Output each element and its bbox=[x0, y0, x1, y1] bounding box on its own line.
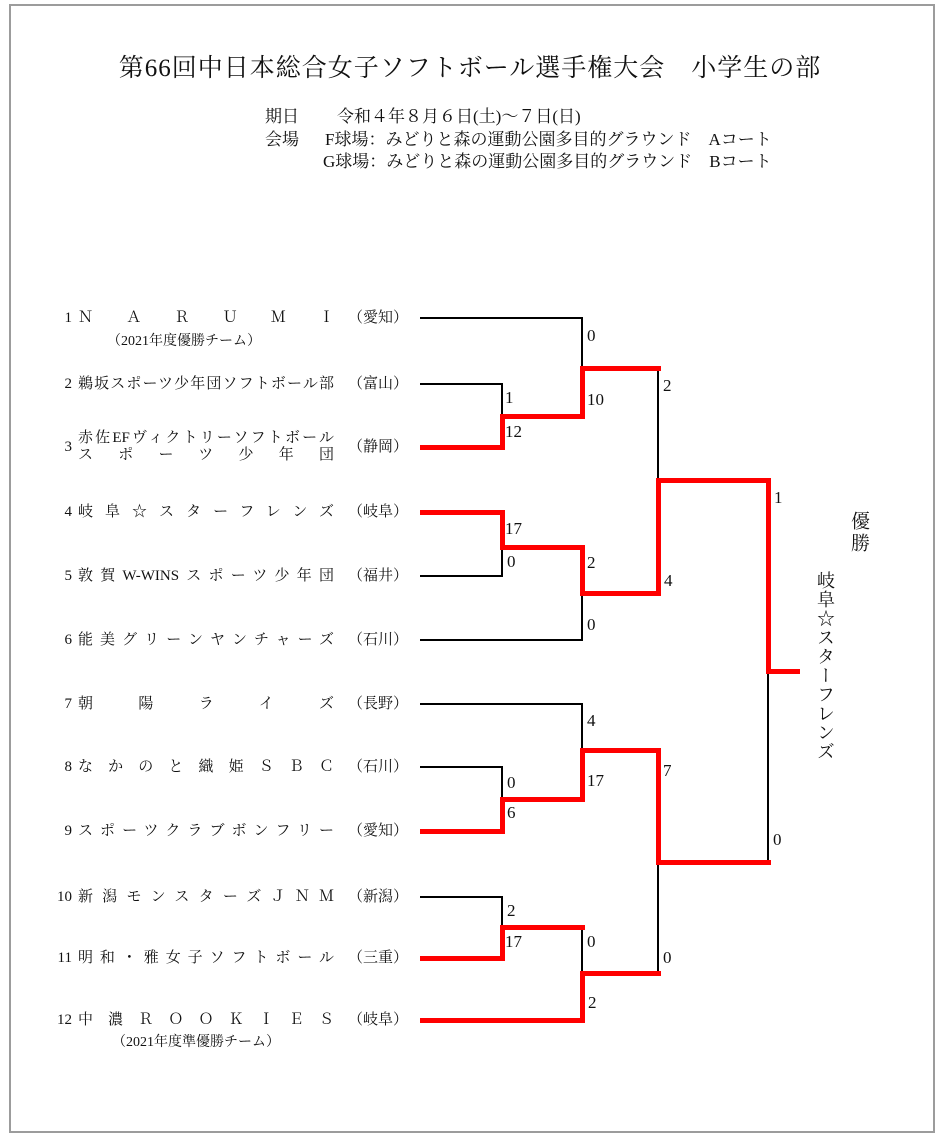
score-r1m2-top: 17 bbox=[505, 519, 522, 538]
team-prefecture: （岐阜） bbox=[348, 503, 409, 520]
winner-path-line bbox=[500, 797, 505, 834]
team-row-5 bbox=[50, 566, 408, 586]
score-final-top: 1 bbox=[774, 488, 783, 507]
team-prefecture: （石川） bbox=[348, 758, 409, 775]
team-name: 明和・雅女子ソフトボール bbox=[78, 949, 334, 966]
winner-path-line bbox=[580, 971, 661, 976]
team-row-7 bbox=[50, 694, 408, 714]
winner-path-line bbox=[500, 797, 585, 802]
team-seed: 2 bbox=[64, 375, 72, 392]
team-name: 朝陽ライズ bbox=[78, 695, 334, 712]
score-r1m1-bottom: 12 bbox=[505, 422, 522, 441]
winner-path-line bbox=[580, 366, 585, 419]
team-prefecture: （愛知） bbox=[348, 309, 409, 326]
team-seed: 4 bbox=[64, 503, 72, 520]
venue-line-f: F球場：みどりと森の運動公園多目的グラウンド Aコート bbox=[325, 130, 772, 149]
team-name-line1: 赤佐EFヴィクトリーソフトボール bbox=[78, 430, 334, 446]
bracket-line bbox=[420, 766, 503, 768]
team-prefecture: （新潟） bbox=[348, 888, 409, 905]
score-qf1-bottom: 10 bbox=[587, 390, 604, 409]
bracket-line bbox=[420, 639, 583, 641]
score-sf1-bottom: 4 bbox=[664, 571, 673, 590]
score-qf2-top: 2 bbox=[587, 553, 596, 572]
winner-path-line bbox=[500, 414, 585, 419]
team-name-line2: スポーツ少年団 bbox=[78, 447, 334, 463]
team-name: 鵜坂スポーツ少年団ソフトボール部 bbox=[78, 375, 334, 392]
team-row-8 bbox=[50, 757, 408, 777]
team-prefecture: （岐阜） bbox=[348, 1011, 409, 1028]
team-name: スポーツクラブボンフリー bbox=[78, 822, 334, 839]
bracket-line bbox=[581, 703, 583, 750]
team-name: なかのと織姫ＳＢＣ bbox=[78, 758, 334, 775]
winner-path-line bbox=[656, 478, 661, 596]
score-r1m3-bottom: 6 bbox=[507, 803, 516, 822]
score-qf3-top: 4 bbox=[587, 711, 596, 730]
team-seed: 9 bbox=[64, 822, 72, 839]
team-row-1 bbox=[50, 308, 408, 328]
winner-path-line bbox=[420, 956, 505, 961]
winner-path-line bbox=[420, 510, 505, 515]
team-seed: 1 bbox=[64, 309, 72, 326]
score-qf1-top: 0 bbox=[587, 326, 596, 345]
team-row-4 bbox=[50, 502, 408, 522]
winner-path-line bbox=[580, 748, 585, 802]
team-row-10 bbox=[50, 887, 408, 907]
score-qf2-bottom: 0 bbox=[587, 615, 596, 634]
score-sf2-bottom: 0 bbox=[663, 948, 672, 967]
score-qf4-bottom: 2 bbox=[588, 993, 597, 1012]
score-qf3-bottom: 17 bbox=[587, 771, 604, 790]
score-r1m4-bottom: 17 bbox=[505, 932, 522, 951]
score-sf1-top: 2 bbox=[663, 376, 672, 395]
winner-path-line bbox=[580, 748, 661, 753]
champion-name: 岐阜☆スターフレンズ bbox=[815, 571, 835, 761]
team-seed: 7 bbox=[64, 695, 72, 712]
team-name: 新潟モンスターズＪＮＭ bbox=[78, 888, 334, 905]
bracket-line bbox=[420, 703, 583, 705]
score-final-bottom: 0 bbox=[773, 830, 782, 849]
team-note: （2021年度優勝チーム） bbox=[107, 334, 261, 349]
team-prefecture: （長野） bbox=[348, 695, 409, 712]
team-name: 能美グリーンヤンチャーズ bbox=[78, 631, 334, 648]
team-seed: 10 bbox=[57, 888, 72, 905]
winner-path-line bbox=[420, 829, 505, 834]
winner-path-line bbox=[656, 478, 771, 483]
winner-path-line bbox=[500, 925, 585, 930]
team-prefecture: （福井） bbox=[348, 567, 409, 584]
winner-path-line bbox=[656, 748, 661, 865]
bracket-line bbox=[657, 367, 659, 481]
team-prefecture: （三重） bbox=[348, 949, 409, 966]
bracket-line bbox=[420, 575, 503, 577]
bracket-line bbox=[420, 383, 503, 385]
team-name: 岐阜☆スターフレンズ bbox=[78, 503, 334, 520]
team-prefecture: （愛知） bbox=[348, 822, 409, 839]
bracket-line bbox=[581, 591, 583, 641]
bracket-line bbox=[767, 670, 769, 863]
team-seed: 12 bbox=[57, 1011, 72, 1028]
bracket-line bbox=[501, 766, 503, 799]
team-row-3 bbox=[50, 429, 408, 465]
winner-path-line bbox=[500, 545, 585, 550]
team-seed: 5 bbox=[64, 567, 72, 584]
schedule-label: 期日 bbox=[265, 107, 299, 126]
bracket-line bbox=[581, 317, 583, 368]
winner-path-line bbox=[580, 545, 585, 596]
team-prefecture: （富山） bbox=[348, 375, 409, 392]
team-row-11 bbox=[50, 948, 408, 968]
venue-label: 会場 bbox=[265, 130, 299, 149]
score-r1m1-top: 1 bbox=[505, 388, 514, 407]
bracket-line bbox=[581, 926, 583, 973]
bracket-line bbox=[420, 896, 503, 898]
winner-path-line bbox=[420, 1018, 585, 1023]
team-row-9 bbox=[50, 821, 408, 841]
team-seed: 8 bbox=[64, 758, 72, 775]
champion-label: 優勝 bbox=[848, 511, 869, 555]
winner-path-line bbox=[580, 971, 585, 1023]
bracket-line bbox=[657, 861, 659, 974]
team-name: ＮＡＲＵＭＩ bbox=[78, 309, 334, 326]
team-seed: 11 bbox=[57, 949, 72, 966]
bracket-line bbox=[420, 317, 583, 319]
team-name: 敦賀W-WINSスポーツ少年団 bbox=[78, 567, 334, 584]
score-r1m4-top: 2 bbox=[507, 901, 516, 920]
team-note: （2021年度準優勝チーム） bbox=[112, 1035, 280, 1050]
team-seed: 3 bbox=[64, 438, 72, 455]
team-row-6 bbox=[50, 630, 408, 650]
bracket-line bbox=[501, 383, 503, 416]
team-seed: 6 bbox=[64, 631, 72, 648]
team-name bbox=[78, 430, 334, 464]
score-r1m2-bottom: 0 bbox=[507, 552, 516, 571]
bracket-line bbox=[501, 546, 503, 577]
score-sf2-top: 7 bbox=[663, 761, 672, 780]
winner-path-line bbox=[420, 445, 505, 450]
score-r1m3-top: 0 bbox=[507, 773, 516, 792]
winner-path-line bbox=[656, 860, 771, 865]
team-name: 中濃ＲＯＯＫＩＥＳ bbox=[78, 1011, 334, 1028]
team-prefecture: （石川） bbox=[348, 631, 409, 648]
page-title: 第66回中日本総合女子ソフトボール選手権大会 小学生の部 bbox=[118, 55, 822, 82]
schedule-value: 令和４年８月６日(土)～７日(日) bbox=[337, 107, 581, 126]
winner-path-line bbox=[580, 366, 661, 371]
winner-path-line bbox=[766, 478, 771, 674]
winner-path-line bbox=[580, 591, 661, 596]
winner-path-line bbox=[766, 669, 800, 674]
bracket-line bbox=[501, 896, 503, 927]
team-prefecture: （静岡） bbox=[348, 438, 409, 455]
score-qf4-top: 0 bbox=[587, 932, 596, 951]
venue-line-g: G球場：みどりと森の運動公園多目的グラウンド Bコート bbox=[323, 152, 772, 171]
team-row-12 bbox=[50, 1010, 408, 1030]
team-row-2 bbox=[50, 374, 408, 394]
